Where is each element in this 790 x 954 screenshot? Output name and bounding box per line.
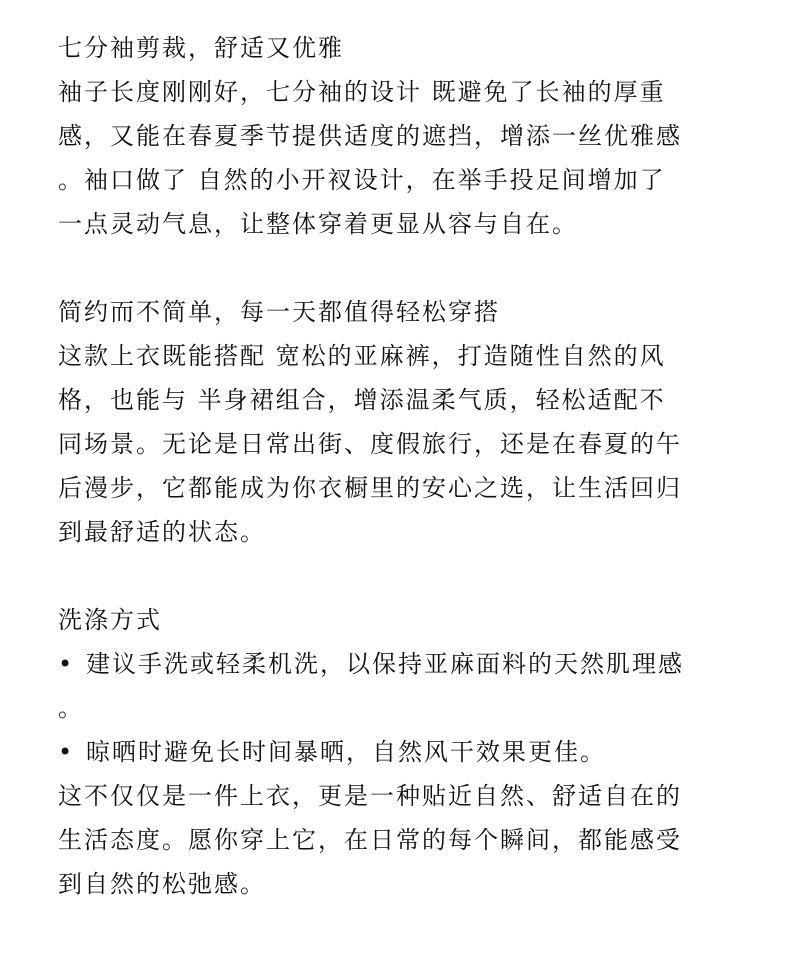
bullet-icon: • (58, 650, 75, 678)
bullet-text: 建议手洗或轻柔机洗，以保持亚麻面料的天然肌理感 (86, 650, 684, 678)
paragraph-line: 格，也能与 半身裙组合，增添温柔气质，轻松适配不 (58, 386, 666, 414)
paragraph-line: 到最舒适的状态。 (58, 518, 266, 546)
section-spacer (58, 246, 748, 290)
paragraph-line: 后漫步，它都能成为你衣橱里的安心之选，让生活回归 (58, 474, 682, 502)
paragraph-line: 这款上衣既能搭配 宽松的亚麻裤，打造随性自然的风 (58, 342, 666, 370)
bullet-text: 晾晒时避免长时间暴晒，自然风干效果更佳。 (86, 738, 606, 766)
paragraph-line: 感，又能在春夏季节提供适度的遮挡，增添一丝优雅感 (58, 122, 682, 150)
bullet-icon: • (58, 738, 75, 766)
paragraph-line: 同场景。无论是日常出街、度假旅行，还是在春夏的午 (58, 430, 682, 458)
care-bullet-item (58, 730, 748, 774)
paragraph-line: 一点灵动气息，让整体穿着更显从容与自在。 (58, 210, 578, 238)
section-heading-styling: 简约而不简单，每一天都值得轻松穿搭 (58, 298, 500, 326)
product-description (58, 26, 748, 906)
section-heading-sleeve: 七分袖剪裁，舒适又优雅 (58, 34, 344, 62)
care-bullet-item (58, 642, 748, 686)
paragraph-line: 生活态度。愿你穿上它，在日常的每个瞬间，都能感受 (58, 826, 682, 854)
paragraph-line: 。袖口做了 自然的小开衩设计，在举手投足间增加了 (58, 166, 666, 194)
paragraph-line: 这不仅仅是一件上衣，更是一种贴近自然、舒适自在的 (58, 782, 682, 810)
bullet-continuation: 。 (58, 694, 84, 722)
section-heading-care: 洗涤方式 (58, 606, 162, 634)
section-spacer (58, 554, 748, 598)
paragraph-line: 袖子长度刚刚好，七分袖的设计 既避免了长袖的厚重 (58, 78, 666, 106)
paragraph-line: 到自然的松弛感。 (58, 870, 266, 898)
